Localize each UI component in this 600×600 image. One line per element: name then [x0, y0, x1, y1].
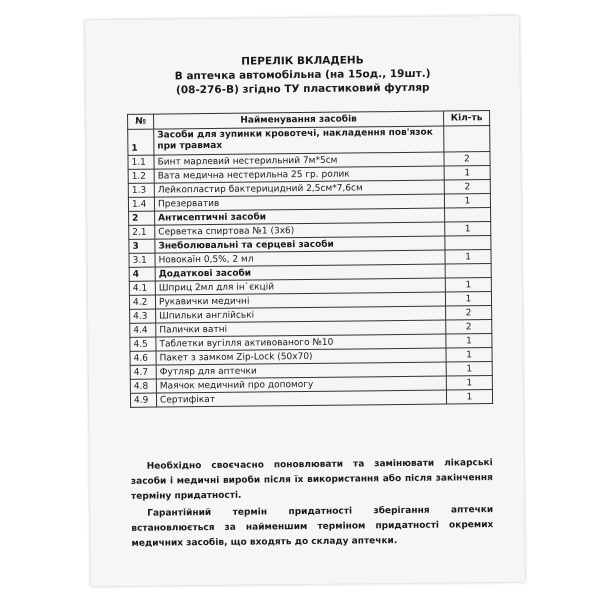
row-quantity: 2	[444, 180, 490, 194]
header-number: №	[128, 114, 154, 129]
row-quantity	[445, 264, 491, 278]
row-number: 4.7	[130, 365, 156, 379]
row-quantity: 1	[444, 194, 490, 208]
row-quantity: 1	[445, 250, 491, 264]
row-name: Новокаїн 0,5%, 2 мл	[155, 250, 445, 267]
row-quantity: 2	[446, 306, 492, 320]
row-name: Футляр для аптечки	[156, 362, 446, 379]
document-page	[85, 16, 525, 587]
row-quantity: 1	[444, 166, 490, 180]
row-quantity: 1	[445, 278, 491, 292]
row-quantity	[444, 126, 490, 152]
row-name: Таблетки вугілля активованого №10	[156, 334, 446, 351]
row-name: Додаткові засоби	[155, 264, 445, 281]
row-name: Сертифікат	[156, 390, 446, 407]
document-title: ПЕРЕЛІК ВКЛАДЕНЬ	[241, 54, 364, 68]
row-number: 1.1	[128, 155, 154, 169]
row-name: Шпильки англійські	[156, 306, 446, 323]
row-number: 4.4	[130, 323, 156, 337]
table-row	[130, 390, 492, 408]
row-name: Лейкопластир бактерицидний 2,5см*7,6см	[154, 180, 444, 197]
row-name: Засоби для зупинки кровотечі, накладення пов'язок при травмах	[154, 126, 444, 155]
row-number: 4.1	[129, 281, 155, 295]
row-quantity: 1	[446, 390, 492, 404]
row-quantity	[445, 236, 491, 250]
row-name: Антисептичні засоби	[155, 208, 445, 225]
row-number: 2	[129, 211, 155, 225]
row-quantity: 1	[446, 376, 492, 390]
row-name: Знеболювальні та серцеві засоби	[155, 236, 445, 253]
row-quantity: 1	[446, 348, 492, 362]
row-number: 1.3	[128, 183, 154, 197]
row-quantity	[445, 208, 491, 222]
row-name: Маячок медичний про допомогу	[156, 376, 446, 393]
header-quantity: Кіл-ть	[444, 111, 490, 126]
row-quantity: 2	[444, 152, 490, 166]
contents-table	[127, 110, 493, 408]
row-name: Пакет з замком Zip-Lock (50х70)	[156, 348, 446, 365]
row-number: 4.2	[129, 295, 155, 309]
row-quantity: 2	[446, 320, 492, 334]
row-number: 1.4	[128, 197, 154, 211]
document-subtitle: В аптечка автомобільна (на 15од., 19шт.)	[174, 67, 431, 83]
row-number: 4.3	[130, 309, 156, 323]
row-name: Серветка спиртова №1 (3х6)	[155, 222, 445, 239]
row-number: 4.8	[130, 379, 156, 393]
row-name: Палички ватні	[156, 320, 446, 337]
footer-note-renewal: Необхідно своєчасно поновлювати та замінювати лікарські засоби і медичні вироби після їх використання або після закінчення терміну придатності.	[130, 458, 493, 502]
row-quantity: 1	[446, 362, 492, 376]
row-name: Вата медична нестерильна 25 гр. ролик	[154, 166, 444, 183]
row-number: 2.1	[129, 225, 155, 239]
row-number: 4.9	[130, 393, 156, 407]
row-number: 4.6	[130, 351, 156, 365]
document-subtitle-spec: (08-276-В) згідно ТУ пластиковий футляр	[175, 81, 430, 97]
header-name: Найменування засобів	[154, 111, 444, 129]
row-quantity: 1	[445, 222, 491, 236]
footer-note-warranty: Гарантійний термін придатності зберігання аптечки встановлюється за найменшим терміном придатності окремих медичних засобів, що входять до складу аптечки.	[131, 505, 494, 549]
row-name: Бинт марлевий нестерильний 7м*5см	[154, 152, 444, 169]
row-name: Презерватив	[154, 194, 444, 211]
row-number: 1.2	[128, 169, 154, 183]
row-quantity: 1	[445, 292, 491, 306]
row-name: Шприц 2мл для ін`єкцій	[155, 278, 445, 295]
row-name: Рукавички медичні	[155, 292, 445, 309]
row-number: 3.1	[129, 253, 155, 267]
row-quantity: 1	[446, 334, 492, 348]
row-number: 4	[129, 267, 155, 281]
row-number: 4.5	[130, 337, 156, 351]
row-number: 3	[129, 239, 155, 253]
table-section-row	[128, 126, 490, 156]
row-number: 1	[128, 129, 154, 155]
